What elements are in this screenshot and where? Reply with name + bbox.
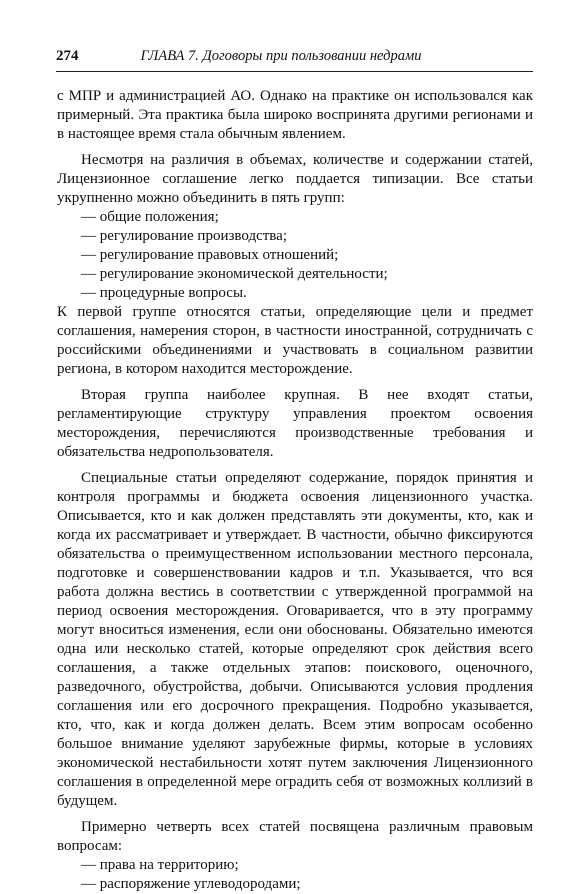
header-rule xyxy=(56,71,533,72)
paragraph: Вторая группа наиболее крупная. В нее входят статьи, регламентирующие структуру управления проектом освоения месторождения, перечисляются производственные требования и обязательства недропользователя. xyxy=(57,387,533,460)
paragraph: Несмотря на различия в объемах, количестве и содержании статей, Лицензионное соглашение легко поддается типизации. Все статьи укрупненно можно объединить в пять групп: xyxy=(57,152,533,206)
list-item: — права на территорию; xyxy=(81,857,239,873)
list-item: — процедурные вопросы. xyxy=(81,285,247,301)
list-item: — общие положения; xyxy=(81,209,219,225)
paragraph: Примерно четверть всех статей посвящена различным правовым вопросам: xyxy=(57,819,533,854)
list-item: — распоряжение углеводородами; xyxy=(81,876,301,892)
paragraph: с МПР и администрацией АО. Однако на практике он использовался как примерный. Эта практика была широко воспринята другими регионами и в настоящее время стала обычным явлением. xyxy=(57,88,533,142)
page-number: 274 xyxy=(56,48,79,64)
body-text xyxy=(57,87,533,894)
page-header xyxy=(56,48,533,65)
paragraph: Специальные статьи определяют содержание, порядок принятия и контроля программы и бюджета освоения лицензионного участка. Описывается, кто и как должен представлять эти документы, кто, как и когда их рассматривает и утверждает. В частности, обычно фиксируются обязательства о преимущественном использовании местного персонала, подготовке и совершенствовании кадров и т.п. Указывается, что вся работа должна вестись в соответствии с утвержденной программой на период освоения месторождения. Оговаривается, что в эту программу могут вноситься изменения, если они обоснованы. Обязательно имеются одна или несколько статей, которые определяют срок действия всего соглашения, а также отдельных этапов: поискового, оценочного, разведочного, обустройства, добычи. Описываются условия продления соглашения или его досрочного прекращения. Подробно указывается, кто, что, как и когда должен делать. Всем этим вопросам особенно большое внимание уделяют зарубежные фирмы, которые в условиях экономической нестабильности хотят путем заключения Лицензионного соглашения в определенной мере оградить себя от возможных коллизий в будущем. xyxy=(57,470,533,809)
running-title: ГЛАВА 7. Договоры при пользовании недрами xyxy=(140,48,422,64)
paragraph: К первой группе относятся статьи, определяющие цели и предмет соглашения, намерения сторон, в частности иностранной, сотрудничать с российскими объединениями и участвовать в социальном развитии региона, в котором находится месторождение. xyxy=(57,304,533,377)
list-item: — регулирование производства; xyxy=(81,228,288,244)
list-item: — регулирование правовых отношений; xyxy=(81,247,339,263)
list-item: — регулирование экономической деятельности; xyxy=(81,266,388,282)
